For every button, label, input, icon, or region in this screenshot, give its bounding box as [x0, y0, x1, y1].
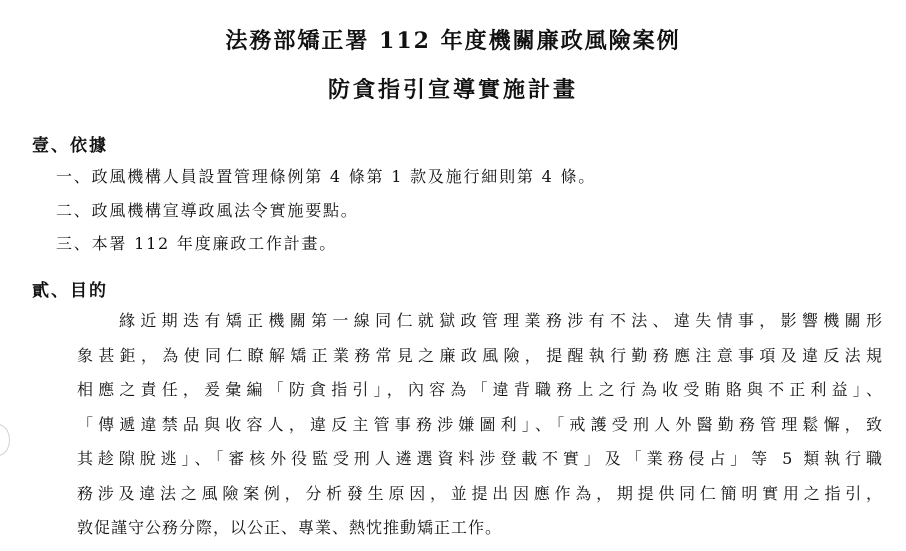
section-heading-purpose: 貳、目的: [32, 281, 108, 301]
purpose-line-5: 其趁隙脫逃」、「審核外役監受刑人遴選資料涉登載不實」及「業務侵占」等 5 類執行職: [77, 449, 883, 468]
purpose-line-4: 「傳遞違禁品與收容人，違反主管事務涉嫌圖利」、「戒護受刑人外醫勤務管理鬆懈，致: [77, 414, 883, 434]
basis-item-1: 一、政風機構人員設置管理條例第 4 條第 1 款及施行細則第 4 條。: [56, 167, 597, 186]
purpose-paragraph: [77, 304, 883, 546]
purpose-line-2: 象甚鉅，為使同仁瞭解矯正業務常見之廉政風險，提醒執行勤務應注意事項及違反法規: [77, 345, 883, 365]
purpose-line-3: 相應之責任，爰彙編「防貪指引」，內容為「違背職務上之行為收受賄賂與不正利益」、: [77, 380, 883, 399]
document-title-line-1: 法務部矯正署 112 年度機關廉政風險案例: [225, 28, 681, 54]
basis-item-3: 三、本署 112 年度廉政工作計畫。: [56, 234, 338, 253]
purpose-line-7: 敦促謹守公務分際，以公正、專業、熱忱推動矯正工作。: [77, 518, 503, 537]
purpose-line-1: 緣近期迭有矯正機關第一線同仁就獄政管理業務涉有不法、違失情事，影響機關形: [119, 311, 883, 330]
purpose-line-6: 務涉及違法之風險案例，分析發生原因，並提出因應作為，期提供同仁簡明實用之指引，: [77, 483, 883, 503]
document-title-line-2: 防貪指引宣導實施計畫: [327, 77, 578, 103]
section-heading-basis: 壹、依據: [32, 136, 108, 156]
scroll-edge-handle[interactable]: [0, 424, 10, 456]
basis-item-2: 二、政風機構宣導政風法令實施要點。: [56, 201, 359, 220]
